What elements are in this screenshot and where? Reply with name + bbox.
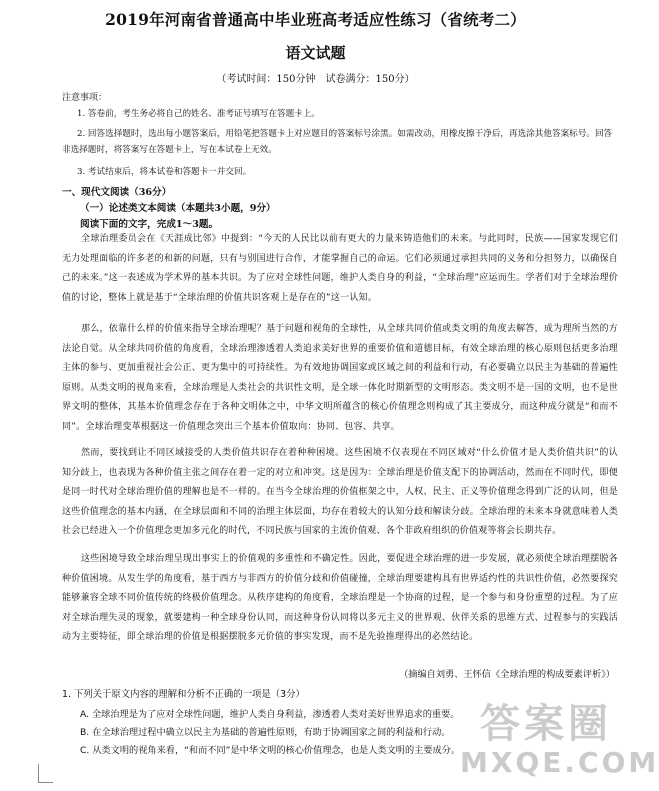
site-watermark bbox=[440, 690, 659, 790]
watermark-logo-text: 答案圈 bbox=[480, 701, 612, 747]
option-a: A. 全球治理是为了应对全球性问题，维护人类自身利益，渗透着人类对美好世界追求的重要。 bbox=[80, 709, 460, 720]
passage-paragraph-3: 然而，要找到让不同区域接受的人类价值共识存在着种种困境。这些困境不仅表现在不同区域对“什么价值才是人类价值共识”的认知分歧上，也表现为各种价值主张之间存在着一定的对立和冲突。这是因为：全球治理是价值支配下的协调活动，然而在不同时代，即便是同一时代对全球治理价值的理解也是不一样的。在当今全球治理的价值框架之中，人权、民主、正义等价值理念得到广泛的认同，但是这些价值理念的基本内涵，在全球层面和不同的治理主体层面，均存在着较大的认知分歧和解读分歧。全球治理的未来本身就意味着人类社会已经进入一个价值理念更加多元化的时代，不同民族与国家的主流价值观、各个非政府组织的价值观等将会长期共存。 bbox=[62, 448, 618, 537]
exam-meta: （考试时间：150分钟 试卷满分：150分） bbox=[216, 74, 415, 85]
subject-title: 语文试题 bbox=[285, 44, 346, 62]
subsection-heading: （一）论述类文本阅读（本题共3小题，9分） bbox=[80, 203, 276, 214]
passage-paragraph-1: 全球治理委员会在《天涯成比邻》中提到：“今天的人民比以前有更大的力量来铸造他们的未来。与此同时，民族——国家发现它们无力处理面临的许多老的和新的问题，只有与别国进行合作，才能掌握自己的命运。它们必须通过承担共同的义务和分担努力，以确保自己的未来。”这一表述成为学术界的基本共识。为了应对全球性问题，维护人类自身的利益，“全球治理”应运而生。学者们对于全球治理价值的讨论，整体上就是基于“全球治理的价值共识客观上是存在的”这一认知。 bbox=[62, 234, 618, 303]
notice-item-3: 3. 考试结束后，将本试卷和答题卡一并交回。 bbox=[77, 167, 252, 177]
notice-item-1: 1. 答卷前，考生务必将自己的姓名、准考证号填写在答题卡上。 bbox=[77, 109, 320, 119]
option-b: B. 在全球治理过程中确立以民主为基础的普遍性原则，有助于协调国家之间的利益和行动。 bbox=[80, 727, 451, 738]
notice-heading: 注意事项： bbox=[62, 93, 108, 103]
passage-paragraph-2: 那么，依靠什么样的价值来指导全球治理呢？基于问题和视角的全球性，从全球共同价值或类文明的角度去解答，成为理所当然的方法论自觉。从全球共同价值的角度看，全球治理渗透着人类追求美好世界的重要价值和道德目标，有效全球治理的核心原则包括更多治理主体的参与、更加重视社会公正、更为集中的可持续性。为有效地协调国家或区域之间的利益和行动，有必要确立以民主为基础的普遍性原则。从类文明的视角来看，全球治理是人类社会的共识性文明，是全球一体化时期新型的文明形态。类文明不是一国的文明，也不是世界文明的整体，其基本价值理念存在于各种文明体之中，中华文明所蕴含的核心价值理念则构成了其主要成分，而这种成分就是“和而不同”。全球治理变革根据这一价值理念突出三个基本价值取向：协同、包容、共享。 bbox=[62, 324, 618, 432]
option-c: C. 从类文明的视角来看，“和而不同”是中华文明的核心价值理念，也是人类文明的主要成分。 bbox=[80, 745, 461, 756]
reading-instruction: 阅读下面的文字，完成1～3题。 bbox=[80, 219, 219, 230]
passage-source: （摘编自刘勇、王怀信《全球治理的构成要素评析》） bbox=[399, 669, 615, 680]
question-stem: 1. 下列关于原文内容的理解和分析不正确的一项是（3分） bbox=[62, 689, 305, 700]
exam-title: 2019年河南省普通高中毕业班高考适应性练习（省统考二） bbox=[105, 10, 526, 29]
watermark-domain: MXQE.COM bbox=[460, 746, 659, 779]
section-heading: 一、现代文阅读（36分） bbox=[62, 187, 172, 198]
notice-item-2: 2. 回答选择题时，选出每小题答案后，用铅笔把答题卡上对应题目的答案标号涂黑。如需改动，用橡皮擦干净后，再选涂其他答案标号。回答非选择题时，将答案写在答题卡上，写在本试卷上无效。 bbox=[62, 129, 613, 155]
corner-mark bbox=[38, 764, 53, 783]
passage-paragraph-4: 这些困境导致全球治理呈现出事实上的价值观的多重性和不确定性。因此，要促进全球治理的进一步发展，就必须使全球治理摆脱各种价值困境。从发生学的角度看，基于西方与非西方的价值分歧和价值碰撞，全球治理要建构具有世界适约性的共识性价值，必然要探究能够兼容全球不同价值传统的终极价值理念。从秩序建构的角度看，全球治理是一个协商的过程，是一个参与和身份重塑的过程。为了应对全球治理失灵的现象，就要建构一种全球身份认同，而这种身份认同将以多元主义的世界观、伙伴关系的思维方式、过程参与的实践活动为主要特征，即全球治理的价值是根据摆脱多元价值的事实发现，而不是先验推理得出的必然结论。 bbox=[62, 554, 618, 643]
